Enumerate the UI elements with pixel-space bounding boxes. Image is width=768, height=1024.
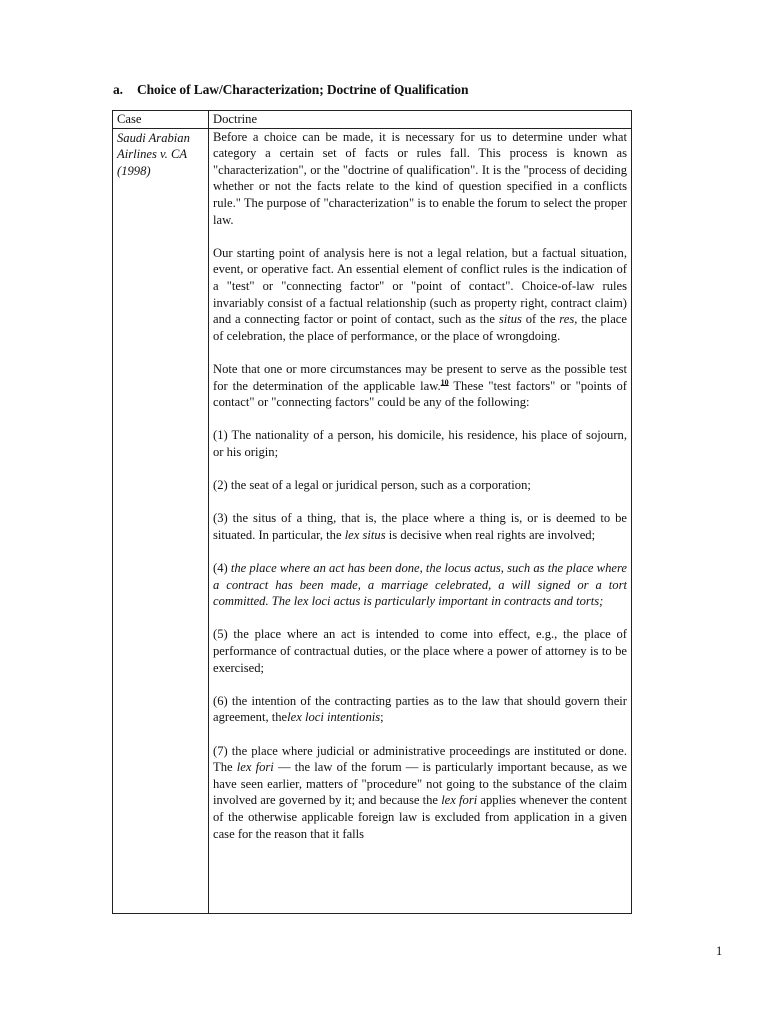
- paragraph-characterization: Before a choice can be made, it is necessary for us to determine under what category a certain set of facts or rules fall. This process is known as "characterization", or the "doctrine of qualification". It is the "process of deciding whether or not the facts relate to the kind of question specified in a conflicts rule." The purpose of "characterization" is to enable the forum to select the proper law.: [213, 129, 627, 227]
- section-title: Choice of Law/Characterization; Doctrine of Qualification: [137, 82, 469, 97]
- text-run: (6) the intention of the contracting parties as to the law that should govern their agreement, the: [213, 693, 627, 725]
- italic-run: the place where an act has been done, the locus actus, such as the place where a contract has been made, a marriage celebrated, a will signed or a tort committed. The lex loci actus is particularly important in contracts and torts;: [213, 561, 627, 609]
- list-item: [213, 560, 627, 610]
- italic-run: lex loci intentionis: [287, 710, 381, 725]
- case-cell: [113, 128, 209, 913]
- list-item: [213, 693, 627, 726]
- italic-run: lex situs: [344, 527, 386, 542]
- paragraph-test-factors: [213, 361, 627, 411]
- section-heading: [113, 82, 468, 98]
- section-marker: a.: [113, 82, 123, 97]
- list-item: (1) The nationality of a person, his domicile, his residence, his place of sojourn, or his origin;: [213, 428, 627, 459]
- table-row: [113, 128, 632, 913]
- italic-run: lex fori: [441, 793, 478, 808]
- italic-run: res: [559, 312, 575, 327]
- italic-run: lex fori: [236, 760, 274, 775]
- doctrine-cell: [209, 128, 632, 913]
- text-run: Our starting point of analysis here is not a legal relation, but a factual situation, event, or operative fact. An essential element of conflict rules is the indication of a "test" or "connecting factor" or "point of contact". Choice-of-law rules invariably consist of a factual relationship (such as property right, contract claim) and a connecting factor or point of contact, such as the: [213, 245, 627, 327]
- case-name: Saudi Arabian Airlines v. CA (1998): [117, 130, 190, 178]
- text-run: is decisive when real rights are involved;: [385, 527, 596, 542]
- text-run: (4): [213, 561, 231, 576]
- text-run: Note that one or more circumstances may be present to serve as the possible test for the determination of the applicable law.: [213, 361, 627, 393]
- paragraph-starting-point: [213, 245, 627, 345]
- footnote-link[interactable]: 10: [440, 377, 449, 387]
- text-run: applies whenever the content of the otherwise applicable foreign law is excluded from application in a given case for the reason that it falls: [213, 793, 627, 841]
- text-run: ;: [380, 710, 384, 725]
- italic-run: situs: [498, 312, 522, 327]
- text-run: , the place of celebration, the place of performance, or the place of wrongdoing.: [213, 312, 627, 343]
- list-item: (5) the place where an act is intended to come into effect, e.g., the place of performance of contractual duties, or the place where a power of attorney is to be exercised;: [213, 627, 627, 675]
- list-item: [213, 510, 627, 543]
- doctrine-table: [112, 110, 632, 914]
- text-run: (3) the situs of a thing, that is, the place where a thing is, or is deemed to be situated. In particular, the: [213, 511, 627, 542]
- text-run: — the law of the forum — is particularly important because, as we have seen earlier, matters of "procedure" not going to the substance of the claim involved are governed by it; and because the: [213, 760, 627, 808]
- text-run: (7) the place where judicial or administrative proceedings are instituted or done. The: [213, 743, 627, 775]
- list-item: [213, 743, 627, 843]
- page-number: 1: [716, 944, 723, 958]
- header-doctrine: Doctrine: [209, 111, 632, 129]
- text-run: of the: [521, 312, 560, 327]
- list-item: (2) the seat of a legal or juridical person, such as a corporation;: [213, 478, 531, 493]
- header-case: Case: [113, 111, 209, 129]
- text-run: These "test factors" or "points of contact" or "connecting factors" could be any of the following:: [213, 378, 627, 410]
- table-header-row: [113, 111, 632, 129]
